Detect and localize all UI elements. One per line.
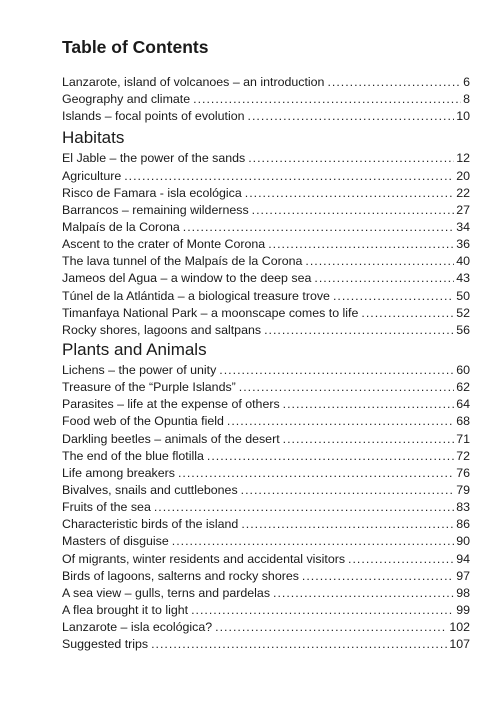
dot-leader: [151, 636, 447, 653]
toc-entry: [62, 568, 470, 585]
dot-leader: [268, 236, 454, 253]
toc-entry-page-number: 102: [449, 620, 470, 635]
toc-entry-page-number: 10: [456, 109, 470, 124]
dot-leader: [252, 202, 455, 219]
toc-page: [62, 36, 470, 653]
toc-intro-list: [62, 74, 470, 125]
toc-section: [62, 127, 470, 339]
toc-entry-page-number: 50: [456, 288, 470, 303]
dot-leader: [124, 168, 454, 185]
toc-entry: [62, 602, 470, 619]
toc-entry-title: Barrancos – remaining wilderness: [62, 202, 249, 217]
toc-entry: [62, 533, 470, 550]
toc-entry: [62, 499, 470, 516]
toc-entry-title: Lanzarote – isla ecológica?: [62, 620, 213, 635]
dot-leader: [172, 533, 454, 550]
toc-entry-title: Food web of the Opuntia field: [62, 414, 224, 429]
toc-entry-title: Islands – focal points of evolution: [62, 109, 245, 124]
toc-entry-title: Darkling beetles – animals of the desert: [62, 431, 280, 446]
toc-entry: [62, 396, 470, 413]
toc-section: [62, 339, 470, 653]
toc-entry: [62, 362, 470, 379]
toc-entry: [62, 74, 470, 91]
toc-entry-page-number: 107: [449, 637, 470, 652]
dot-leader: [193, 91, 461, 108]
dot-leader: [191, 602, 454, 619]
toc-entry: [62, 236, 470, 253]
toc-entry-page-number: 71: [456, 431, 470, 446]
dot-leader: [215, 619, 447, 636]
section-heading: Habitats: [62, 128, 125, 148]
toc-entry-title: Suggested trips: [62, 637, 149, 652]
toc-entry-page-number: 36: [456, 237, 470, 252]
dot-leader: [241, 482, 455, 499]
toc-entry-title: Birds of lagoons, salterns and rocky shores: [62, 568, 299, 583]
toc-entry-page-number: 90: [456, 534, 470, 549]
toc-entry-page-number: 72: [456, 448, 470, 463]
toc-entry-page-number: 20: [456, 168, 470, 183]
toc-entry: [62, 150, 470, 167]
dot-leader: [183, 219, 454, 236]
toc-entry: [62, 185, 470, 202]
toc-entry: [62, 288, 470, 305]
toc-entry-title: Ascent to the crater of Monte Corona: [62, 237, 266, 252]
dot-leader: [178, 465, 454, 482]
dot-leader: [207, 448, 454, 465]
toc-entry-page-number: 6: [463, 75, 470, 89]
toc-entry: [62, 551, 470, 568]
toc-entry: [62, 202, 470, 219]
toc-entry: [62, 585, 470, 602]
toc-entry-page-number: 40: [456, 254, 470, 269]
toc-sections: [62, 127, 470, 653]
section-heading: Plants and Animals: [62, 339, 207, 359]
toc-entry-title: Lichens – the power of unity: [62, 362, 217, 377]
toc-entry-page-number: 62: [456, 380, 470, 395]
toc-entry-title: Geography and climate: [62, 92, 191, 107]
dot-leader: [248, 108, 455, 125]
toc-entry-title: Malpaís de la Corona: [62, 219, 180, 234]
toc-entry: [62, 379, 470, 396]
dot-leader: [227, 413, 454, 430]
dot-leader: [283, 431, 455, 448]
dot-leader: [239, 379, 454, 396]
toc-entry-page-number: 43: [456, 271, 470, 286]
dot-leader: [283, 396, 455, 413]
toc-entry-title: Treasure of the “Purple Islands”: [62, 380, 236, 395]
toc-entry-page-number: 76: [456, 465, 470, 480]
toc-title: Table of Contents: [62, 37, 209, 57]
toc-entry: [62, 322, 470, 339]
toc-entry-page-number: 86: [456, 517, 470, 532]
toc-entry: [62, 168, 470, 185]
toc-entry-title: Of migrants, winter residents and accidental visitors: [62, 551, 346, 566]
dot-leader: [264, 322, 454, 339]
toc-entry-page-number: 99: [456, 602, 470, 617]
toc-entry-page-number: 83: [456, 500, 470, 515]
toc-entry-page-number: 79: [456, 482, 470, 497]
toc-entry-title: Risco de Famara - isla ecológica: [62, 185, 242, 200]
toc-entry-title: The lava tunnel of the Malpaís de la Corona: [62, 254, 303, 269]
dot-leader: [241, 516, 454, 533]
toc-entry-title: Jameos del Agua – a window to the deep sea: [62, 271, 312, 286]
toc-entry-title: Masters of disguise: [62, 534, 169, 549]
dot-leader: [245, 185, 454, 202]
toc-entry-title: Rocky shores, lagoons and saltpans: [62, 322, 262, 337]
toc-entry-title: A sea view – gulls, terns and pardelas: [62, 585, 271, 600]
toc-entry-page-number: 60: [456, 362, 470, 377]
toc-entry: [62, 465, 470, 482]
toc-entry-page-number: 97: [456, 568, 470, 583]
toc-entry-title: Parasites – life at the expense of others: [62, 397, 280, 412]
dot-leader: [327, 74, 461, 91]
dot-leader: [273, 585, 454, 602]
toc-entry: [62, 108, 470, 125]
toc-entry-page-number: 68: [456, 414, 470, 429]
toc-entry: [62, 448, 470, 465]
toc-entry: [62, 431, 470, 448]
toc-entry-title: El Jable – the power of the sands: [62, 151, 246, 166]
toc-entry-title: Agriculture: [62, 168, 122, 183]
toc-entry: [62, 270, 470, 287]
dot-leader: [219, 362, 454, 379]
dot-leader: [302, 568, 454, 585]
toc-entry-title: Túnel de la Atlántida – a biological treasure trove: [62, 288, 330, 303]
toc-entry-title: Fruits of the sea: [62, 500, 151, 515]
dot-leader: [348, 551, 454, 568]
toc-entry-page-number: 94: [456, 551, 470, 566]
toc-entry-page-number: 12: [456, 151, 470, 166]
dot-leader: [248, 150, 454, 167]
toc-entry-title: Characteristic birds of the island: [62, 517, 239, 532]
toc-entry-title: A flea brought it to light: [62, 602, 189, 617]
toc-entry-title: The end of the blue flotilla: [62, 448, 204, 463]
toc-entry-title: Life among breakers: [62, 465, 175, 480]
toc-entry-title: Lanzarote, island of volcanoes – an introduction: [62, 75, 325, 89]
toc-entry: [62, 305, 470, 322]
dot-leader: [154, 499, 454, 516]
toc-entry-title: Bivalves, snails and cuttlebones: [62, 482, 238, 497]
toc-entry-page-number: 34: [456, 219, 470, 234]
toc-entry: [62, 91, 470, 108]
toc-entry-title: Timanfaya National Park – a moonscape comes to life: [62, 305, 359, 320]
toc-entry-page-number: 56: [456, 322, 470, 337]
dot-leader: [333, 288, 454, 305]
dot-leader: [305, 253, 454, 270]
toc-entry-page-number: 52: [456, 305, 470, 320]
toc-entry-page-number: 98: [456, 585, 470, 600]
toc-entry-page-number: 64: [456, 397, 470, 412]
toc-entry: [62, 619, 470, 636]
toc-entry: [62, 482, 470, 499]
toc-entry: [62, 516, 470, 533]
dot-leader: [314, 270, 454, 287]
toc-entry-page-number: 22: [456, 185, 470, 200]
toc-entry-page-number: 8: [463, 92, 470, 107]
toc-entry: [62, 636, 470, 653]
toc-entry: [62, 253, 470, 270]
toc-entry: [62, 219, 470, 236]
toc-entry: [62, 413, 470, 430]
toc-entry-page-number: 27: [456, 202, 470, 217]
dot-leader: [361, 305, 454, 322]
